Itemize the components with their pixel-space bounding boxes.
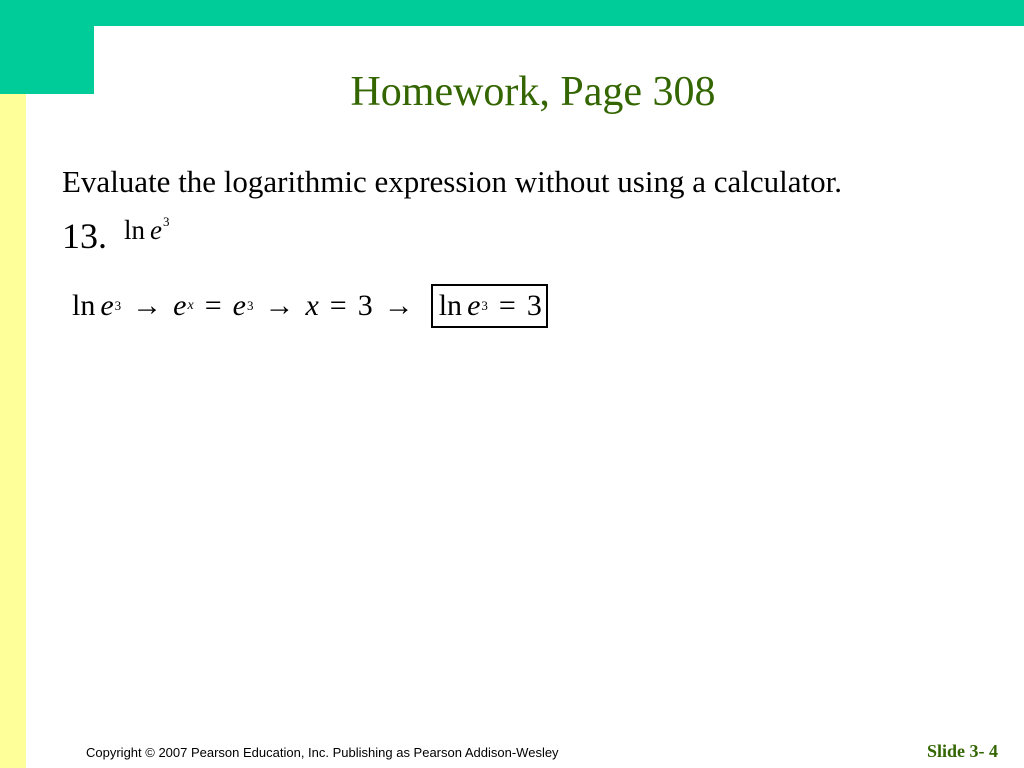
sol-e-1: e [100,289,114,322]
sol-equals-1: = [204,289,222,322]
sol-three: 3 [357,289,373,322]
sol-arrow-2: → [264,289,295,322]
problem-number: 13. [62,216,107,256]
ans-exp: 3 [481,298,488,313]
sol-arrow-1: → [132,289,163,322]
ans-equals: = [498,289,516,322]
sol-arrow-3: → [383,289,414,322]
sol-x: x [305,289,319,322]
ans-e: e [467,289,481,322]
left-accent-stripe [0,94,26,768]
problem-expression [124,202,170,250]
top-accent-bar [0,0,1024,26]
slide-title: Homework, Page 308 [350,69,716,115]
sol-e-3: e [232,289,246,322]
sol-ln-1: ln [72,289,96,322]
sol-exp-1: 3 [114,298,122,313]
problem-exponent: 3 [163,214,170,229]
copyright-footer: Copyright © 2007 Pearson Education, Inc. Publishing as Pearson Addison-Wesley [86,745,559,760]
problem-ln: ln [124,215,146,245]
solution-line [72,285,548,327]
ans-three: 3 [526,289,542,322]
boxed-answer [431,284,548,328]
ans-ln: ln [438,289,463,322]
instruction-text: Evaluate the logarithmic expression without using a calculator. [62,164,842,199]
sol-exp-2: 3 [246,298,254,313]
problem-base: e [150,215,162,245]
sol-equals-2: = [329,289,347,322]
slide-number: Slide 3- 4 [926,741,998,761]
sol-e-2: e [173,289,187,322]
sol-exp-x: x [187,298,194,313]
